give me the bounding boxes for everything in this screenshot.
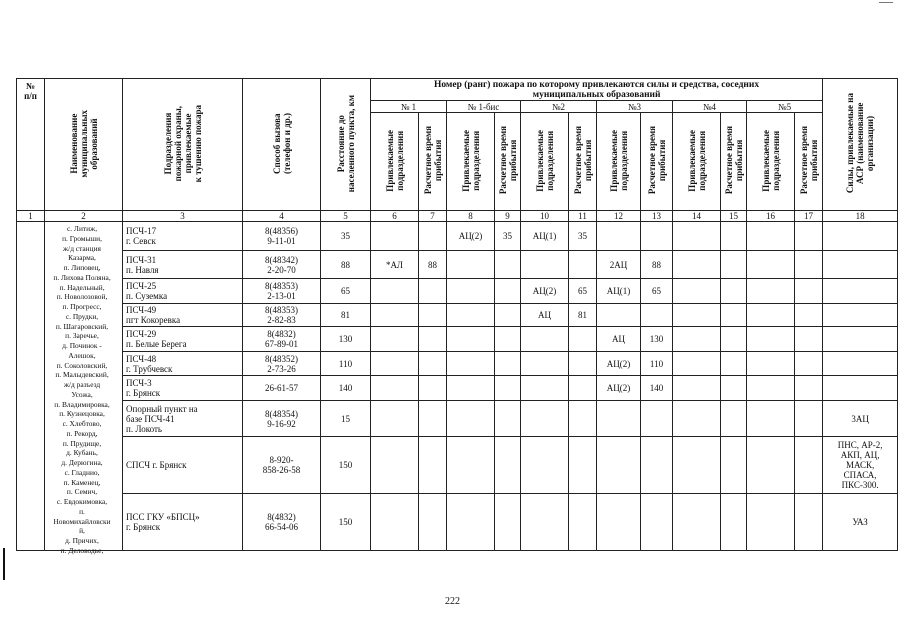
rank-cell	[597, 222, 641, 251]
rank-cell	[597, 401, 641, 437]
fire-forces-table	[16, 78, 898, 551]
rank-cell	[597, 304, 641, 327]
header-rank-1: № 1	[371, 101, 447, 113]
rank-cell	[495, 304, 521, 327]
distance-cell: 65	[321, 279, 371, 304]
rank-cell	[721, 494, 747, 551]
rank-cell: АЦ	[597, 327, 641, 352]
phone-cell: 8(48342) 2-20-70	[243, 251, 321, 279]
phone-cell: 8(4832) 67-89-01	[243, 327, 321, 352]
rank-cell	[447, 437, 495, 494]
header-units-rank-1bis: Привлекаемые подразделения	[447, 113, 495, 211]
rank-cell	[747, 279, 795, 304]
rank-cell	[569, 401, 597, 437]
municipalities-list: с. Литиж, п. Громыши, ж/д станция Казарма, п. Липовец, п. Лихова Поляна, п. Надельный, п. Новолозовой, п. Прогресс, с. Прудки, п. Шагаровский, п. Заречье, д. Починок - Алешок, п. Соколовский, п. Малыдевский, ж/д разъезд Усожа, п. Владимировка, п. Кузнецовка, с. Хлебтово, п. Рекорд, п. Прудище, д. Кубань, д. Дерюгина, с. Гладнио, п. Каменец, п. Семич, с. Евдокимовка, п. Новомихайловски й, д. Причих, п. Деловодье,	[53, 224, 111, 555]
rank-cell	[371, 222, 419, 251]
header-units-rank-1: Привлекаемые подразделения	[371, 113, 419, 211]
rank-cell	[721, 437, 747, 494]
column-numbers-row	[17, 211, 898, 222]
fire-unit-cell: ПСС ГКУ «БПСЦ» г. Брянск	[123, 494, 243, 551]
header-rank-1bis: № 1-бис	[447, 101, 521, 113]
phone-cell: 26-61-57	[243, 376, 321, 401]
rank-cell: АЦ(2)	[597, 352, 641, 376]
fire-unit-cell: ПСЧ-48 г. Трубчевск	[123, 352, 243, 376]
asr-forces-cell: ПНС, АР-2, АКП, АЦ, МАСК, СПАСА, ПКС-300.	[823, 437, 898, 494]
rank-cell: АЦ(2)	[521, 279, 569, 304]
table-row	[17, 251, 898, 279]
table-row	[17, 401, 898, 437]
rank-cell	[371, 401, 419, 437]
rank-cell	[721, 352, 747, 376]
rank-cell	[371, 376, 419, 401]
distance-cell: 140	[321, 376, 371, 401]
rank-cell	[641, 304, 673, 327]
rank-cell	[747, 494, 795, 551]
phone-cell: 8(4832) 66-54-06	[243, 494, 321, 551]
asr-forces-cell: УАЗ	[823, 494, 898, 551]
rank-cell	[521, 251, 569, 279]
header-fire-units: Подразделения пожарной охраны, привлекаемые к тушению пожара	[123, 79, 243, 211]
distance-cell: 150	[321, 494, 371, 551]
rank-cell	[795, 304, 823, 327]
rank-cell	[747, 401, 795, 437]
header-rank-2: №2	[521, 101, 597, 113]
rank-cell: 35	[569, 222, 597, 251]
rank-cell	[721, 376, 747, 401]
rank-cell	[447, 401, 495, 437]
rank-cell	[673, 401, 721, 437]
header-asr-forces: Силы, привлекаемые на АСР (наименование организации)	[823, 79, 898, 211]
rank-cell	[569, 437, 597, 494]
rank-cell	[795, 222, 823, 251]
phone-cell: 8-920- 858-26-58	[243, 437, 321, 494]
header-distance: Расстояние до населенного пункта, км	[321, 79, 371, 211]
fire-unit-cell: ПСЧ-49 пгт Кокоревка	[123, 304, 243, 327]
rank-cell	[495, 401, 521, 437]
rank-cell	[721, 279, 747, 304]
rank-cell	[569, 352, 597, 376]
rank-cell	[747, 222, 795, 251]
table-row	[17, 327, 898, 352]
rank-cell	[747, 251, 795, 279]
table-row	[17, 279, 898, 304]
fire-unit-cell: Опорный пункт на базе ПСЧ-41 п. Локоть	[123, 401, 243, 437]
rank-cell	[747, 304, 795, 327]
rank-cell	[569, 494, 597, 551]
row-index-cell	[17, 222, 45, 551]
distance-cell: 81	[321, 304, 371, 327]
rank-cell	[419, 376, 447, 401]
rank-cell	[597, 494, 641, 551]
table-row	[17, 304, 898, 327]
rank-cell	[495, 279, 521, 304]
rank-cell	[721, 251, 747, 279]
distance-cell: 130	[321, 327, 371, 352]
rank-cell	[521, 327, 569, 352]
col-number: 9	[495, 211, 521, 222]
phone-cell: 8(48353) 2-13-01	[243, 279, 321, 304]
col-number: 5	[321, 211, 371, 222]
rank-cell: 2АЦ	[597, 251, 641, 279]
rank-cell	[521, 494, 569, 551]
rank-cell	[795, 494, 823, 551]
phone-cell: 8(48352) 2-73-26	[243, 352, 321, 376]
rank-cell	[721, 222, 747, 251]
rank-cell: АЦ(2)	[447, 222, 495, 251]
phone-cell: 8(48356) 9-11-01	[243, 222, 321, 251]
rank-cell	[795, 327, 823, 352]
col-number: 14	[673, 211, 721, 222]
rank-cell: *АЛ	[371, 251, 419, 279]
rank-cell	[419, 494, 447, 551]
rank-cell	[419, 304, 447, 327]
rank-cell	[447, 251, 495, 279]
header-rank-5: №5	[747, 101, 823, 113]
col-number: 6	[371, 211, 419, 222]
rank-cell	[495, 251, 521, 279]
rank-cell	[673, 376, 721, 401]
rank-cell	[419, 279, 447, 304]
header-time-rank-3: Расчетное время прибытия	[641, 113, 673, 211]
col-number: 12	[597, 211, 641, 222]
rank-cell	[371, 279, 419, 304]
asr-forces-cell	[823, 376, 898, 401]
rank-cell	[419, 222, 447, 251]
col-number: 1	[17, 211, 45, 222]
rank-cell: 65	[641, 279, 673, 304]
header-time-rank-1: Расчетное время прибытия	[419, 113, 447, 211]
phone-cell: 8(48353) 2-82-83	[243, 304, 321, 327]
fire-unit-cell: ПСЧ-17 г. Севск	[123, 222, 243, 251]
rank-cell: 35	[495, 222, 521, 251]
distance-cell: 88	[321, 251, 371, 279]
rank-cell	[673, 327, 721, 352]
rank-cell: 81	[569, 304, 597, 327]
rank-cell	[495, 437, 521, 494]
rank-cell	[569, 327, 597, 352]
rank-cell	[371, 304, 419, 327]
rank-cell	[495, 376, 521, 401]
asr-forces-cell	[823, 222, 898, 251]
rank-cell: 88	[419, 251, 447, 279]
table-row	[17, 222, 898, 251]
distance-cell: 35	[321, 222, 371, 251]
distance-cell: 110	[321, 352, 371, 376]
rank-cell	[673, 437, 721, 494]
col-number: 11	[569, 211, 597, 222]
rank-cell: 130	[641, 327, 673, 352]
rank-cell	[371, 352, 419, 376]
rank-cell	[521, 437, 569, 494]
rank-cell	[721, 401, 747, 437]
header-units-rank-5: Привлекаемые подразделения	[747, 113, 795, 211]
asr-forces-cell	[823, 327, 898, 352]
distance-cell: 150	[321, 437, 371, 494]
header-number: № п/п	[17, 79, 45, 211]
table-row	[17, 494, 898, 551]
rank-cell: АЦ(2)	[597, 376, 641, 401]
col-number: 17	[795, 211, 823, 222]
rank-cell	[795, 437, 823, 494]
rank-cell	[521, 401, 569, 437]
fire-unit-cell: ПСЧ-29 п. Белые Берега	[123, 327, 243, 352]
rank-cell	[447, 279, 495, 304]
col-number: 15	[721, 211, 747, 222]
rank-cell	[495, 494, 521, 551]
rank-cell	[371, 437, 419, 494]
rank-cell: АЦ(1)	[521, 222, 569, 251]
rank-cell	[495, 327, 521, 352]
distance-cell: 15	[321, 401, 371, 437]
col-number: 2	[45, 211, 123, 222]
rank-cell	[721, 304, 747, 327]
phone-cell: 8(48354) 9-16-92	[243, 401, 321, 437]
header-time-rank-1bis: Расчетное время прибытия	[495, 113, 521, 211]
rank-cell	[673, 352, 721, 376]
rank-cell	[721, 327, 747, 352]
rank-cell	[419, 437, 447, 494]
col-number: 18	[823, 211, 898, 222]
rank-cell	[597, 437, 641, 494]
scan-mark	[879, 2, 893, 3]
rank-cell	[447, 376, 495, 401]
rank-cell	[641, 222, 673, 251]
rank-cell	[371, 494, 419, 551]
rank-cell	[673, 222, 721, 251]
col-number: 3	[123, 211, 243, 222]
rank-cell	[747, 352, 795, 376]
rank-cell	[447, 304, 495, 327]
rank-cell	[371, 327, 419, 352]
rank-cell	[569, 251, 597, 279]
rank-cell	[747, 376, 795, 401]
rank-cell	[521, 376, 569, 401]
header-rank-3: №3	[597, 101, 673, 113]
rank-cell	[795, 401, 823, 437]
header-time-rank-5: Расчетное время прибытия	[795, 113, 823, 211]
table-row	[17, 437, 898, 494]
fire-unit-cell: ПСЧ-31 п. Навля	[123, 251, 243, 279]
header-units-rank-2: Привлекаемые подразделения	[521, 113, 569, 211]
col-number: 8	[447, 211, 495, 222]
rank-cell	[495, 352, 521, 376]
rank-cell	[419, 401, 447, 437]
col-number: 7	[419, 211, 447, 222]
rank-cell	[673, 304, 721, 327]
rank-cell	[795, 279, 823, 304]
fire-unit-cell: ПСЧ-25 п. Суземка	[123, 279, 243, 304]
table-row	[17, 376, 898, 401]
col-number: 4	[243, 211, 321, 222]
header-time-rank-2: Расчетное время прибытия	[569, 113, 597, 211]
rank-cell	[747, 437, 795, 494]
rank-cell	[795, 376, 823, 401]
asr-forces-cell	[823, 304, 898, 327]
header-time-rank-4: Расчетное время прибытия	[721, 113, 747, 211]
table-body	[17, 222, 898, 551]
rank-cell: 88	[641, 251, 673, 279]
rank-cell	[447, 352, 495, 376]
rank-cell: АЦ(1)	[597, 279, 641, 304]
col-number: 16	[747, 211, 795, 222]
rank-cell	[447, 327, 495, 352]
rank-cell: 65	[569, 279, 597, 304]
rank-cell: 140	[641, 376, 673, 401]
rank-cell	[795, 352, 823, 376]
margin-mark	[3, 548, 5, 580]
table-row	[17, 352, 898, 376]
rank-cell	[521, 352, 569, 376]
header-units-rank-3: Привлекаемые подразделения	[597, 113, 641, 211]
header-call-method: Способ вызова (телефон и др.)	[243, 79, 321, 211]
col-number: 13	[641, 211, 673, 222]
rank-cell: АЦ	[521, 304, 569, 327]
rank-cell	[419, 352, 447, 376]
rank-cell	[673, 279, 721, 304]
header-units-rank-4: Привлекаемые подразделения	[673, 113, 721, 211]
rank-cell	[569, 376, 597, 401]
rank-cell	[795, 251, 823, 279]
rank-cell	[641, 437, 673, 494]
rank-cell	[747, 327, 795, 352]
header-rank-4: №4	[673, 101, 747, 113]
rank-cell	[447, 494, 495, 551]
rank-cell	[641, 494, 673, 551]
asr-forces-cell	[823, 251, 898, 279]
page-number: 222	[445, 596, 460, 607]
header-municipalities: Наименование муниципальных образований	[45, 79, 123, 211]
asr-forces-cell: 3АЦ	[823, 401, 898, 437]
header-rank-title: Номер (ранг) пожара по которому привлекаются силы и средства, соседних муниципальных образований	[371, 79, 823, 101]
col-number: 10	[521, 211, 569, 222]
fire-unit-cell: СПСЧ г. Брянск	[123, 437, 243, 494]
rank-cell	[673, 251, 721, 279]
rank-cell: 110	[641, 352, 673, 376]
rank-cell	[419, 327, 447, 352]
fire-unit-cell: ПСЧ-3 г. Брянск	[123, 376, 243, 401]
asr-forces-cell	[823, 352, 898, 376]
rank-cell	[673, 494, 721, 551]
asr-forces-cell	[823, 279, 898, 304]
rank-cell	[641, 401, 673, 437]
